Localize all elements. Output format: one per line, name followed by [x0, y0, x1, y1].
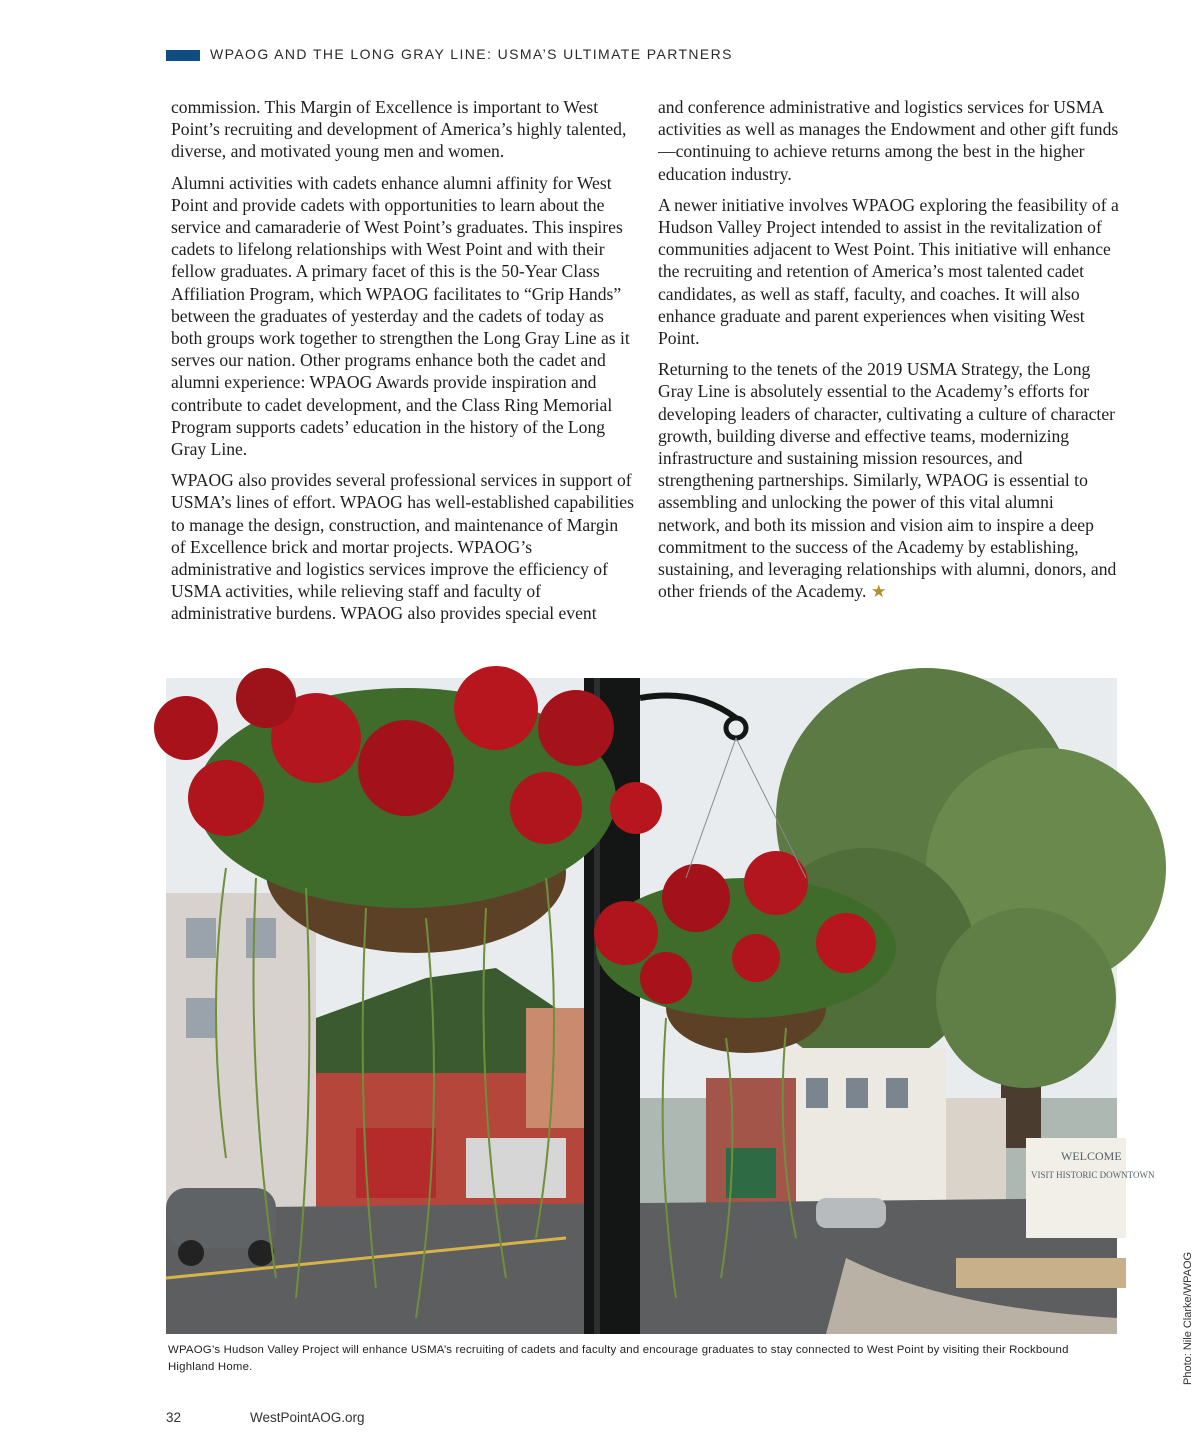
footer-website: WestPointAOG.org [250, 1410, 365, 1425]
hanging-flower-baskets-photo [166, 678, 1155, 1334]
photo-credit: Photo: Nile Clarke/WPAOG [1182, 1251, 1194, 1385]
paragraph: A newer initiative involves WPAOG exploring the feasibility of a Hudson Valley Project intended to assist in the revitalization of communities adjacent to West Point. This initiative will enhance the recruiting and retention of America’s most talented cadet candidates, as well as staff, faculty, and coaches. It will also enhance graduate and parent experiences when visiting West Point. [658, 194, 1119, 349]
running-header: WPAOG AND THE LONG GRAY LINE: USMA’S ULTIMATE PARTNERS [210, 46, 733, 62]
photo-caption: WPAOG’s Hudson Valley Project will enhance USMA’s recruiting of cadets and faculty and encourage graduates to stay connected to West Point by visiting their Rockbound Highland Home. [168, 1344, 1069, 1373]
page-number: 32 [166, 1410, 182, 1425]
paragraph-text: Returning to the tenets of the 2019 USMA Strategy, the Long Gray Line is absolutely essential to the Academy’s efforts for developing leaders of character, cultivating a culture of character growth, building diverse and effective teams, modernizing infrastructure and sustaining mission resources, and strengthening partnerships. Similarly, WPAOG is essential to assembling and unlocking the power of this vital alumni network, and both its mission and vision aim to inspire a deep commitment to the success of the Academy by establishing, sustaining, and leveraging relationships with alumni, donors, and other friends of the Academy. [658, 359, 1117, 602]
left-text-column [171, 96, 637, 634]
paragraph-final [658, 358, 1120, 602]
sign-title-text: WELCOME [1061, 1149, 1122, 1163]
right-text-column [658, 96, 1120, 611]
paragraph: WPAOG also provides several professional services in support of USMA’s lines of effort. WPAOG has well-established capabilities to manage the design, construction, and maintenance of Margin of Excellence brick and mortar projects. WPAOG’s administrative and logistics services improve the efficiency of USMA activities, while relieving staff and faculty of administrative burdens. WPAOG also provides special event [171, 470, 634, 624]
paragraph: and conference administrative and logistics services for USMA activities as well as manages the Endowment and other gift funds—continuing to achieve returns among the best in the higher education industry. [658, 97, 1119, 184]
sign-subtitle-text: VISIT HISTORIC DOWNTOWN [1031, 1170, 1155, 1180]
paragraph: Alumni activities with cadets enhance alumni affinity for West Point and provide cadets with opportunities to learn about the service and camaraderie of West Point’s graduates. This inspires cadets to lifelong relationships with West Point and with their fellow graduates. A primary facet of this is the 50-Year Class Affiliation Program, which WPAOG facilitates to “Grip Hands” between the graduates of yesterday and the cadets of today as both groups work together to strengthen the Long Gray Line as it serves our nation. Other programs enhance both the cadet and alumni experience: WPAOG Awards provide inspiration and contribute to cadet development, and the Class Ring Memorial Program supports cadets’ education in the history of the Long Gray Line. [171, 172, 630, 460]
header-accent-bar [166, 50, 200, 61]
end-star-icon: ★ [870, 581, 887, 602]
paragraph: commission. This Margin of Excellence is important to West Point’s recruiting and development of America’s highly talented, diverse, and motivated young men and women. [171, 97, 627, 162]
